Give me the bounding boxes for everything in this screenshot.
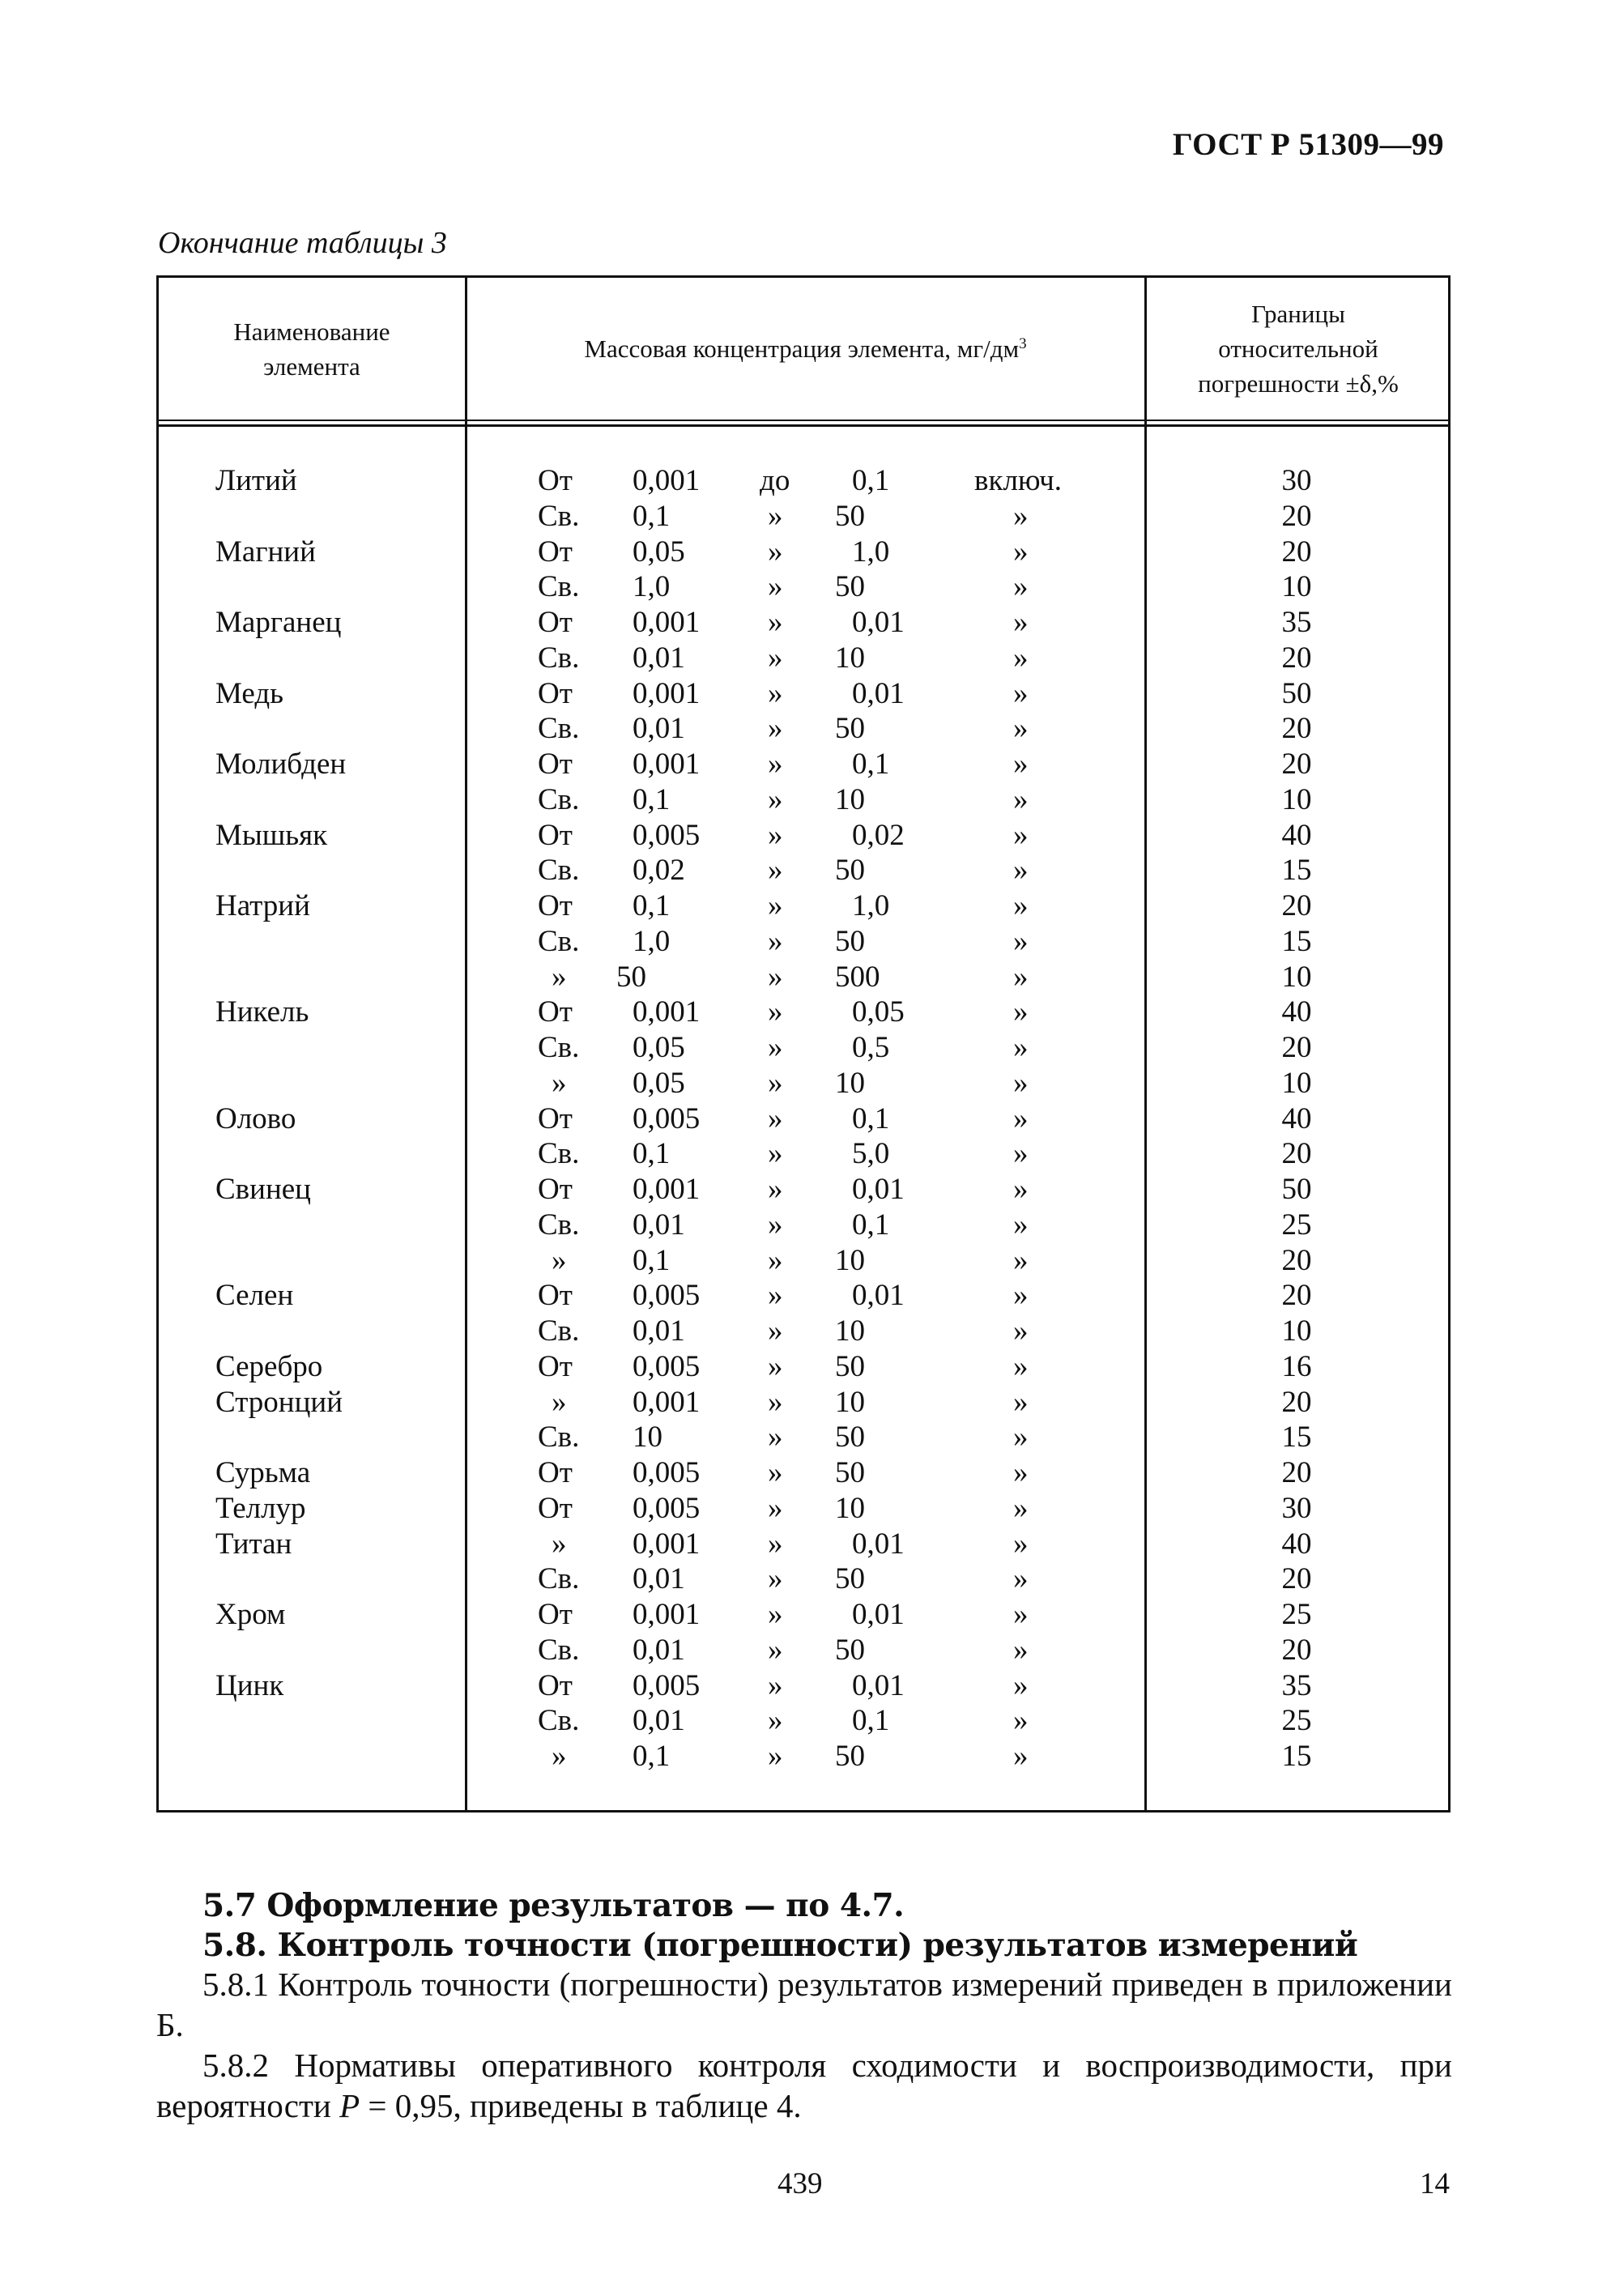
range-limit-cell: 0,01 — [852, 1279, 905, 1313]
range-from-cell: 0,01 — [633, 1704, 685, 1738]
range-from-cell: 0,01 — [633, 1562, 685, 1596]
error-bound-cell: 50 — [1281, 1173, 1312, 1206]
range-prefix-cell: Св. — [538, 1208, 580, 1242]
table-row — [159, 1527, 1448, 1562]
range-prefix-cell: » — [552, 1066, 567, 1100]
range-inclusive-cell: » — [1013, 1243, 1029, 1277]
paragraph-5-8-2-text-a: 5.8.2 Нормативы оперативного контроля сходимости и воспроизводимости, при вероятности — [156, 2047, 1452, 2124]
range-to-cell: » — [768, 1704, 783, 1738]
range-prefix-cell: Св. — [538, 712, 580, 746]
range-to-cell: » — [768, 1137, 783, 1171]
range-to-cell: » — [768, 535, 783, 569]
range-limit-cell: 1,0 — [852, 889, 890, 922]
table-row — [159, 1066, 1448, 1101]
range-limit-cell: 0,1 — [852, 1208, 890, 1242]
range-to-cell: » — [768, 1208, 783, 1242]
range-inclusive-cell: » — [1013, 818, 1029, 852]
error-bound-cell: 20 — [1281, 1031, 1312, 1064]
error-bound-cell: 10 — [1281, 960, 1312, 994]
range-inclusive-cell: » — [1013, 1031, 1029, 1064]
range-prefix-cell: От — [538, 606, 573, 639]
element-name-cell: Марганец — [215, 606, 342, 639]
table-row — [159, 1101, 1448, 1137]
range-inclusive-cell: » — [1013, 1527, 1029, 1561]
range-inclusive-cell: » — [1013, 1173, 1029, 1206]
error-bound-cell: 25 — [1281, 1704, 1312, 1738]
element-name-cell: Олово — [215, 1101, 296, 1135]
element-name-cell: Хром — [215, 1598, 286, 1631]
range-inclusive-cell: » — [1013, 499, 1029, 533]
range-inclusive-cell: » — [1013, 1704, 1029, 1738]
range-to-cell: » — [768, 676, 783, 710]
range-inclusive-cell: » — [1013, 1349, 1029, 1383]
range-limit-cell: 0,01 — [852, 1527, 905, 1561]
range-prefix-cell: От — [538, 748, 573, 781]
range-limit-cell: 50 — [835, 712, 865, 746]
range-limit-cell: 0,02 — [852, 818, 905, 852]
range-from-cell: 0,1 — [633, 499, 671, 533]
table-row — [159, 1703, 1448, 1739]
error-bound-cell: 20 — [1281, 535, 1312, 569]
element-name-cell: Серебро — [215, 1349, 323, 1383]
range-inclusive-cell: » — [1013, 1598, 1029, 1631]
range-from-cell: 0,001 — [633, 1385, 701, 1419]
header-concentration-superscript: 3 — [1019, 335, 1027, 352]
table-row — [159, 676, 1448, 712]
error-bound-cell: 20 — [1281, 1562, 1312, 1596]
table-row — [159, 605, 1448, 641]
range-prefix-cell: От — [538, 1598, 573, 1631]
range-from-cell: 0,005 — [633, 1101, 701, 1135]
range-inclusive-cell: » — [1013, 1421, 1029, 1455]
range-to-cell: » — [768, 924, 783, 958]
page-number-right: 14 — [1420, 2167, 1450, 2200]
element-name-cell: Литий — [215, 464, 297, 497]
range-prefix-cell: Св. — [538, 1314, 580, 1348]
element-name-cell: Титан — [215, 1527, 292, 1561]
range-from-cell: 0,005 — [633, 1279, 701, 1313]
element-name-cell: Никель — [215, 995, 309, 1029]
range-limit-cell: 50 — [835, 1349, 865, 1383]
error-bound-cell: 16 — [1281, 1349, 1312, 1383]
range-from-cell: 1,0 — [633, 924, 671, 958]
table-row — [159, 1314, 1448, 1349]
range-limit-cell: 0,1 — [852, 748, 890, 781]
range-to-cell: » — [768, 854, 783, 888]
element-name-cell: Медь — [215, 676, 284, 710]
table-row — [159, 499, 1448, 535]
range-limit-cell: 10 — [835, 1314, 865, 1348]
range-inclusive-cell: включ. — [974, 464, 1063, 497]
range-prefix-cell: Св. — [538, 1137, 580, 1171]
table-row — [159, 1597, 1448, 1633]
range-prefix-cell: От — [538, 818, 573, 852]
range-to-cell: » — [768, 1633, 783, 1667]
table-row — [159, 1208, 1448, 1243]
range-prefix-cell: Св. — [538, 1704, 580, 1738]
header-element-name: Наименование элемента — [233, 317, 390, 381]
error-bound-cell: 20 — [1281, 748, 1312, 781]
range-to-cell: » — [768, 1031, 783, 1064]
table-row — [159, 747, 1448, 782]
range-inclusive-cell: » — [1013, 1562, 1029, 1596]
range-from-cell: 0,001 — [633, 1527, 701, 1561]
range-prefix-cell: » — [552, 960, 567, 994]
table-row — [159, 1172, 1448, 1208]
document-code: ГОСТ Р 51309—99 — [1172, 127, 1444, 162]
range-limit-cell: 10 — [835, 641, 865, 675]
range-limit-cell: 10 — [835, 1066, 865, 1100]
element-name-cell: Сурьма — [215, 1456, 311, 1489]
range-to-cell: » — [768, 570, 783, 604]
range-from-cell: 0,01 — [633, 1633, 685, 1667]
range-prefix-cell: Св. — [538, 782, 580, 816]
table-row — [159, 1243, 1448, 1279]
range-limit-cell: 50 — [835, 1562, 865, 1596]
table-row — [159, 1349, 1448, 1385]
error-bound-cell: 20 — [1281, 1279, 1312, 1313]
error-bound-cell: 35 — [1281, 1668, 1312, 1702]
range-inclusive-cell: » — [1013, 570, 1029, 604]
table-row — [159, 1561, 1448, 1597]
range-from-cell: 0,01 — [633, 1314, 685, 1348]
error-bound-cell: 40 — [1281, 818, 1312, 852]
range-from-cell: 1,0 — [633, 570, 671, 604]
range-prefix-cell: Св. — [538, 1421, 580, 1455]
range-limit-cell: 0,01 — [852, 1598, 905, 1631]
range-prefix-cell: От — [538, 995, 573, 1029]
range-limit-cell: 0,1 — [852, 464, 890, 497]
element-name-cell: Молибден — [215, 748, 347, 781]
range-prefix-cell: От — [538, 676, 573, 710]
range-prefix-cell: » — [552, 1740, 567, 1773]
range-limit-cell: 10 — [835, 1385, 865, 1419]
range-inclusive-cell: » — [1013, 1633, 1029, 1667]
range-to-cell: » — [768, 1491, 783, 1525]
table-row — [159, 1385, 1448, 1421]
header-concentration-label: Массовая концентрация элемента, мг/дм — [584, 334, 1020, 363]
range-prefix-cell: Св. — [538, 499, 580, 533]
element-name-cell: Теллур — [215, 1491, 306, 1525]
error-bound-cell: 20 — [1281, 712, 1312, 746]
error-bound-cell: 10 — [1281, 1314, 1312, 1348]
error-bound-cell: 40 — [1281, 1101, 1312, 1135]
range-from-cell: 0,01 — [633, 641, 685, 675]
range-to-cell: » — [768, 1314, 783, 1348]
table-row — [159, 641, 1448, 676]
range-prefix-cell: От — [538, 889, 573, 922]
range-to-cell: » — [768, 1598, 783, 1631]
error-bound-cell: 50 — [1281, 676, 1312, 710]
range-prefix-cell: Св. — [538, 1031, 580, 1064]
range-to-cell: » — [768, 1527, 783, 1561]
range-to-cell: » — [768, 499, 783, 533]
range-to-cell: » — [768, 1279, 783, 1313]
header-divider — [159, 420, 1448, 421]
table-row — [159, 1455, 1448, 1491]
range-prefix-cell: От — [538, 1349, 573, 1383]
table-row — [159, 535, 1448, 570]
table-body — [159, 463, 1448, 1774]
table-row — [159, 1420, 1448, 1455]
error-bound-cell: 35 — [1281, 606, 1312, 639]
range-limit-cell: 10 — [835, 782, 865, 816]
range-inclusive-cell: » — [1013, 924, 1029, 958]
range-from-cell: 0,001 — [633, 676, 701, 710]
error-bound-cell: 20 — [1281, 1385, 1312, 1419]
range-to-cell: » — [768, 1740, 783, 1773]
range-limit-cell: 0,01 — [852, 676, 905, 710]
range-limit-cell: 0,1 — [852, 1101, 890, 1135]
error-bound-cell: 10 — [1281, 570, 1312, 604]
error-bound-cell: 20 — [1281, 641, 1312, 675]
table-row — [159, 782, 1448, 818]
range-inclusive-cell: » — [1013, 995, 1029, 1029]
range-to-cell: » — [768, 1385, 783, 1419]
error-bound-cell: 20 — [1281, 1456, 1312, 1489]
range-from-cell: 0,005 — [633, 1491, 701, 1525]
range-from-cell: 0,1 — [633, 1137, 671, 1171]
range-from-cell: 0,05 — [633, 535, 685, 569]
range-limit-cell: 50 — [835, 499, 865, 533]
error-bound-cell: 40 — [1281, 1527, 1312, 1561]
range-from-cell: 0,001 — [633, 995, 701, 1029]
range-prefix-cell: От — [538, 1456, 573, 1489]
range-to-cell: » — [768, 782, 783, 816]
range-inclusive-cell: » — [1013, 641, 1029, 675]
range-inclusive-cell: » — [1013, 782, 1029, 816]
range-to-cell: » — [768, 1421, 783, 1455]
range-prefix-cell: От — [538, 1101, 573, 1135]
range-from-cell: 0,02 — [633, 854, 685, 888]
range-inclusive-cell: » — [1013, 960, 1029, 994]
range-inclusive-cell: » — [1013, 606, 1029, 639]
paragraph-5-8-2 — [156, 2045, 1452, 2126]
table-row — [159, 1278, 1448, 1314]
range-inclusive-cell: » — [1013, 712, 1029, 746]
range-to-cell: » — [768, 1562, 783, 1596]
range-from-cell: 0,005 — [633, 1349, 701, 1383]
range-prefix-cell: Св. — [538, 924, 580, 958]
range-prefix-cell: От — [538, 1668, 573, 1702]
table-caption: Окончание таблицы 3 — [158, 226, 447, 260]
range-to-cell: » — [768, 712, 783, 746]
range-to-cell: » — [768, 1349, 783, 1383]
range-prefix-cell: Св. — [538, 641, 580, 675]
range-limit-cell: 500 — [835, 960, 880, 994]
error-bound-cell: 15 — [1281, 854, 1312, 888]
table-row — [159, 1739, 1448, 1774]
header-divider — [159, 424, 1448, 427]
error-bound-cell: 15 — [1281, 1421, 1312, 1455]
element-name-cell: Стронций — [215, 1385, 343, 1419]
table-row — [159, 888, 1448, 924]
range-prefix-cell: Св. — [538, 1633, 580, 1667]
range-limit-cell: 50 — [835, 924, 865, 958]
range-limit-cell: 10 — [835, 1243, 865, 1277]
range-prefix-cell: От — [538, 1491, 573, 1525]
range-inclusive-cell: » — [1013, 1208, 1029, 1242]
range-inclusive-cell: » — [1013, 1740, 1029, 1773]
section-5-8-heading: 5.8. Контроль точности (погрешности) результатов измерений — [202, 1927, 1358, 1964]
range-to-cell: » — [768, 748, 783, 781]
range-from-cell: 0,01 — [633, 712, 685, 746]
range-prefix-cell: » — [552, 1385, 567, 1419]
range-limit-cell: 0,1 — [852, 1704, 890, 1738]
range-inclusive-cell: » — [1013, 1456, 1029, 1489]
range-from-cell: 0,005 — [633, 818, 701, 852]
range-from-cell: 0,001 — [633, 748, 701, 781]
range-to-cell: » — [768, 960, 783, 994]
range-from-cell: 0,001 — [633, 464, 701, 497]
range-limit-cell: 50 — [835, 854, 865, 888]
range-limit-cell: 50 — [835, 1740, 865, 1773]
error-bound-cell: 15 — [1281, 1740, 1312, 1773]
range-limit-cell: 10 — [835, 1491, 865, 1525]
paragraph-5-8-1: 5.8.1 Контроль точности (погрешности) результатов измерений приведен в приложении Б. — [156, 1966, 1452, 2043]
error-bound-cell: 10 — [1281, 1066, 1312, 1100]
probability-variable: P — [339, 2087, 360, 2124]
range-from-cell: 0,1 — [633, 889, 671, 922]
error-bound-cell: 30 — [1281, 464, 1312, 497]
table-row — [159, 1136, 1448, 1172]
range-from-cell: 0,01 — [633, 1208, 685, 1242]
range-prefix-cell: » — [552, 1243, 567, 1277]
header-concentration — [466, 278, 1144, 420]
range-from-cell: 0,1 — [633, 1740, 671, 1773]
range-limit-cell: 0,01 — [852, 606, 905, 639]
range-prefix-cell: От — [538, 535, 573, 569]
paragraph-5-8-2-text-b: = 0,95, приведены в таблице 4. — [360, 2087, 802, 2124]
range-limit-cell: 50 — [835, 570, 865, 604]
range-from-cell: 50 — [616, 960, 646, 994]
range-inclusive-cell: » — [1013, 1385, 1029, 1419]
error-bound-cell: 20 — [1281, 499, 1312, 533]
error-bound-cell: 20 — [1281, 1633, 1312, 1667]
error-bound-cell: 15 — [1281, 924, 1312, 958]
range-to-cell: » — [768, 1101, 783, 1135]
table-row — [159, 1668, 1448, 1704]
element-name-cell: Цинк — [215, 1668, 284, 1702]
range-to-cell: » — [768, 995, 783, 1029]
range-inclusive-cell: » — [1013, 676, 1029, 710]
range-from-cell: 0,001 — [633, 606, 701, 639]
range-inclusive-cell: » — [1013, 854, 1029, 888]
range-from-cell: 0,005 — [633, 1668, 701, 1702]
range-limit-cell: 0,5 — [852, 1031, 890, 1064]
range-inclusive-cell: » — [1013, 1066, 1029, 1100]
range-from-cell: 0,1 — [633, 782, 671, 816]
header-error-bounds: Границы относительной погрешности ±δ,% — [1198, 300, 1399, 398]
range-limit-cell: 50 — [835, 1633, 865, 1667]
range-to-cell: » — [768, 1668, 783, 1702]
range-prefix-cell: » — [552, 1527, 567, 1561]
table-row — [159, 853, 1448, 888]
error-bound-cell: 25 — [1281, 1208, 1312, 1242]
table-row — [159, 569, 1448, 605]
range-to-cell: до — [760, 464, 790, 497]
range-to-cell: » — [768, 1173, 783, 1206]
range-from-cell: 0,001 — [633, 1173, 701, 1206]
range-from-cell: 0,1 — [633, 1243, 671, 1277]
range-inclusive-cell: » — [1013, 1101, 1029, 1135]
range-prefix-cell: От — [538, 1173, 573, 1206]
element-name-cell: Мышьяк — [215, 818, 328, 852]
range-prefix-cell: Св. — [538, 570, 580, 604]
element-name-cell: Селен — [215, 1279, 294, 1313]
range-from-cell: 0,05 — [633, 1031, 685, 1064]
range-limit-cell: 0,05 — [852, 995, 905, 1029]
range-inclusive-cell: » — [1013, 1137, 1029, 1171]
range-limit-cell: 50 — [835, 1421, 865, 1455]
range-inclusive-cell: » — [1013, 1279, 1029, 1313]
range-to-cell: » — [768, 606, 783, 639]
range-limit-cell: 50 — [835, 1456, 865, 1489]
range-limit-cell: 1,0 — [852, 535, 890, 569]
range-inclusive-cell: » — [1013, 1668, 1029, 1702]
range-limit-cell: 0,01 — [852, 1173, 905, 1206]
range-to-cell: » — [768, 1456, 783, 1489]
table-row — [159, 1030, 1448, 1066]
error-bound-cell: 20 — [1281, 1137, 1312, 1171]
element-name-cell: Свинец — [215, 1173, 311, 1206]
page-number-center: 439 — [777, 2167, 823, 2200]
range-inclusive-cell: » — [1013, 1314, 1029, 1348]
table-row — [159, 463, 1448, 499]
range-limit-cell: 0,01 — [852, 1668, 905, 1702]
element-name-cell: Натрий — [215, 889, 310, 922]
range-to-cell: » — [768, 641, 783, 675]
table-row — [159, 818, 1448, 854]
range-from-cell: 10 — [633, 1421, 662, 1455]
error-bound-cell: 25 — [1281, 1598, 1312, 1631]
table-row — [159, 1491, 1448, 1527]
range-to-cell: » — [768, 1066, 783, 1100]
range-to-cell: » — [768, 818, 783, 852]
element-name-cell: Магний — [215, 535, 316, 569]
range-from-cell: 0,001 — [633, 1598, 701, 1631]
error-bound-cell: 20 — [1281, 889, 1312, 922]
range-to-cell: » — [768, 1243, 783, 1277]
table-row — [159, 995, 1448, 1030]
error-bound-cell: 30 — [1281, 1491, 1312, 1525]
range-from-cell: 0,005 — [633, 1456, 701, 1489]
range-prefix-cell: Св. — [538, 1562, 580, 1596]
error-bound-cell: 40 — [1281, 995, 1312, 1029]
range-inclusive-cell: » — [1013, 889, 1029, 922]
table-row — [159, 1633, 1448, 1668]
range-prefix-cell: От — [538, 464, 573, 497]
range-to-cell: » — [768, 889, 783, 922]
table-row — [159, 960, 1448, 995]
section-5-7-heading: 5.7 Оформление результатов — по 4.7. — [202, 1887, 905, 1924]
error-bound-cell: 10 — [1281, 782, 1312, 816]
range-inclusive-cell: » — [1013, 535, 1029, 569]
table-row — [159, 924, 1448, 960]
range-prefix-cell: От — [538, 1279, 573, 1313]
range-prefix-cell: Св. — [538, 854, 580, 888]
range-from-cell: 0,05 — [633, 1066, 685, 1100]
table-row — [159, 711, 1448, 747]
concentration-table — [156, 275, 1451, 1813]
range-limit-cell: 5,0 — [852, 1137, 890, 1171]
range-inclusive-cell: » — [1013, 748, 1029, 781]
error-bound-cell: 20 — [1281, 1243, 1312, 1277]
range-inclusive-cell: » — [1013, 1491, 1029, 1525]
